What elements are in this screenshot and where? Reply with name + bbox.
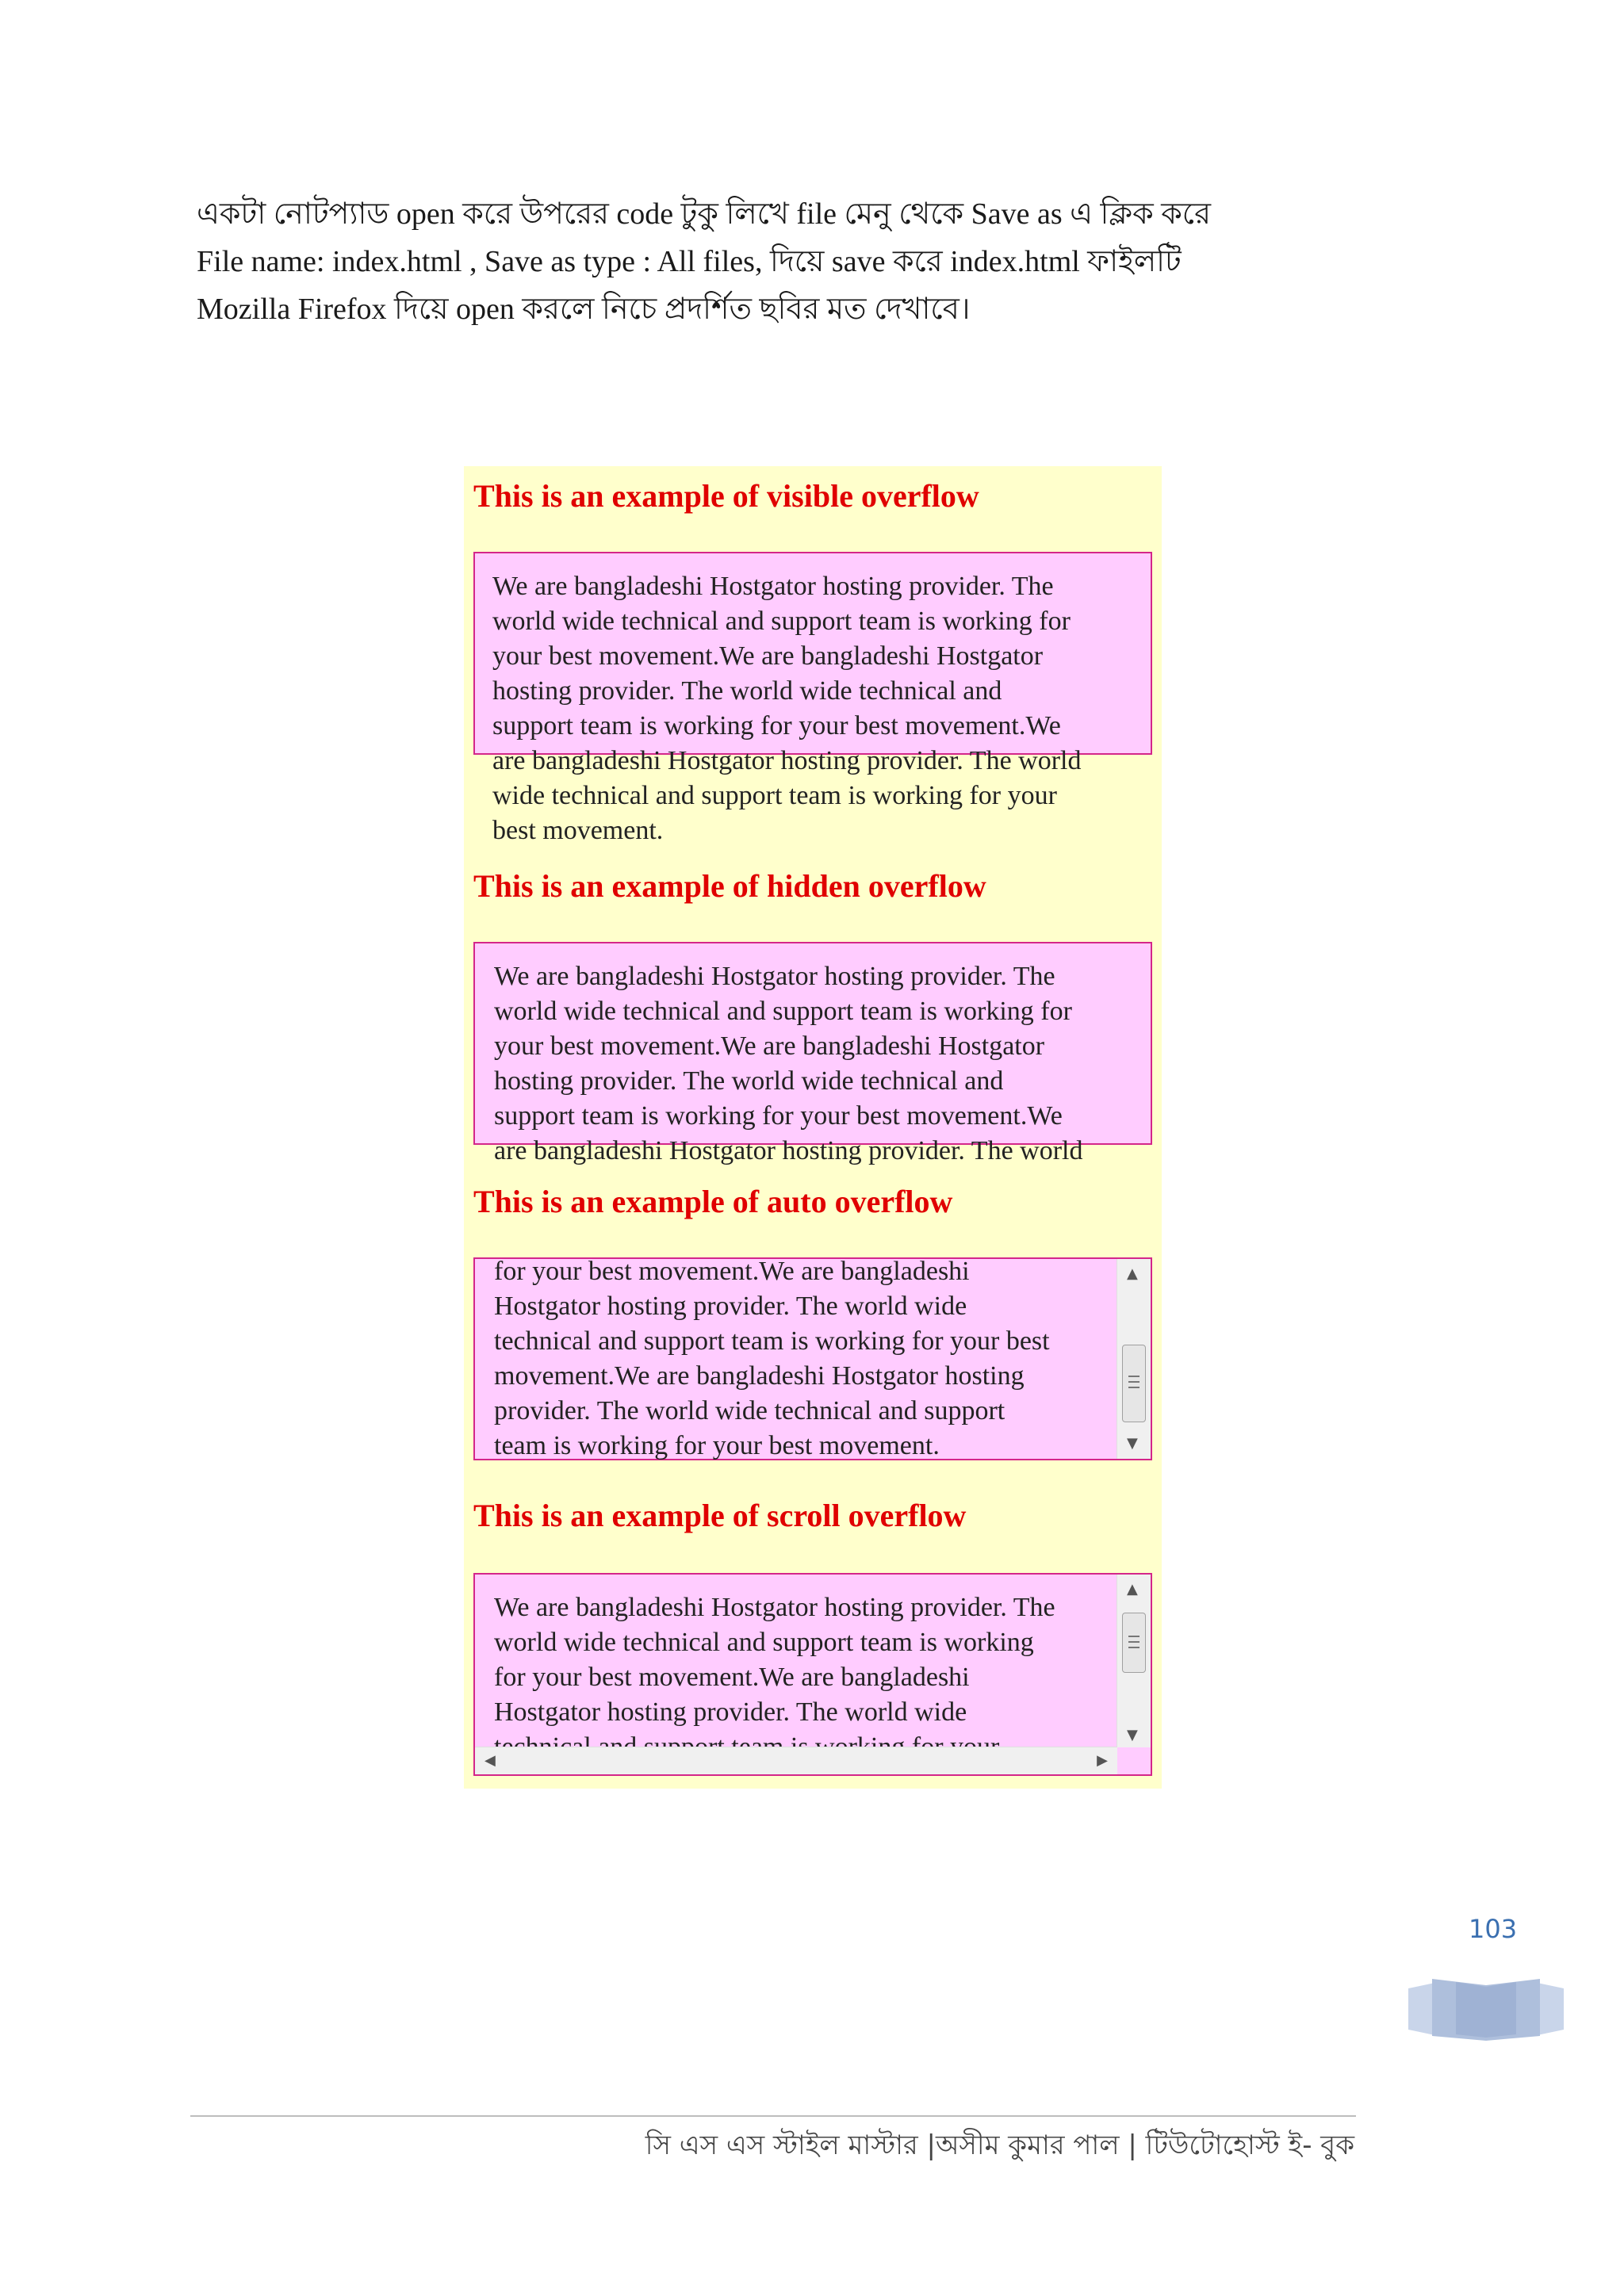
text-line: technical and support team is working for your best — [494, 1326, 1050, 1356]
auto-overflow-heading: This is an example of auto overflow — [473, 1184, 953, 1219]
text-line: support team is working for your best movement.We — [494, 1101, 1063, 1131]
scroll-left-arrow-icon[interactable]: ◀ — [485, 1752, 496, 1769]
text-line: hosting provider. The world wide technical and — [494, 1066, 1004, 1096]
scrollbar-thumb[interactable] — [1122, 1613, 1146, 1673]
auto-overflow-text — [494, 1254, 1097, 1464]
hidden-overflow-box — [473, 942, 1152, 1165]
scroll-up-arrow-icon[interactable]: ▲ — [1127, 1265, 1138, 1282]
intro-line-2: File name: index.html , Save as type : All files, দিয়ে save করে index.html ফাইলটি — [197, 245, 1182, 278]
visible-overflow-text — [492, 569, 1143, 848]
text-line: wide technical and support team is working for your — [492, 781, 1057, 810]
text-line: We are bangladeshi Hostgator hosting provider. The — [492, 572, 1054, 601]
scroll-down-arrow-icon[interactable]: ▼ — [1127, 1435, 1138, 1452]
text-line: Hostgator hosting provider. The world wide — [494, 1292, 967, 1321]
scroll-overflow-text — [494, 1590, 1097, 1765]
hidden-overflow-text — [494, 959, 1113, 1169]
text-line: are bangladeshi Hostgator hosting provider. The world — [492, 746, 1082, 775]
text-line: world wide technical and support team is working for — [492, 607, 1071, 636]
text-line: for your best movement.We are bangladeshi — [494, 1257, 970, 1286]
page-ribbon-icon — [1408, 1977, 1564, 2041]
text-line: provider. The world wide technical and support — [494, 1396, 1005, 1425]
text-line: We are bangladeshi Hostgator hosting provider. The — [494, 1593, 1055, 1622]
scroll-overflow-box[interactable] — [473, 1573, 1152, 1776]
visible-overflow-heading: This is an example of visible overflow — [473, 478, 979, 514]
text-line: your best movement.We are bangladeshi Hostgator — [494, 1031, 1045, 1061]
intro-paragraph — [197, 190, 1351, 333]
vertical-scrollbar[interactable] — [1116, 1259, 1151, 1459]
text-line: your best movement.We are bangladeshi Hostgator — [492, 641, 1044, 671]
footer-divider — [190, 2115, 1356, 2117]
page-footer: সি এস এস স্টাইল মাস্টার |অসীম কুমার পাল | টিউটোহোস্ট ই- বুক — [645, 2130, 1354, 2161]
horizontal-scrollbar[interactable] — [475, 1747, 1117, 1774]
scroll-up-arrow-icon[interactable]: ▲ — [1127, 1581, 1138, 1598]
browser-render-screenshot — [464, 466, 1162, 1789]
text-line: support team is working for your best movement.We — [492, 711, 1061, 740]
vertical-scrollbar[interactable] — [1116, 1575, 1151, 1747]
auto-overflow-box[interactable] — [473, 1257, 1152, 1460]
scroll-down-arrow-icon[interactable]: ▼ — [1127, 1727, 1138, 1743]
intro-line-3: Mozilla Firefox দিয়ে open করলে নিচে প্রদর্শিত ছবির মত দেখাবে। — [197, 293, 971, 326]
text-line: team is working for your best movement. — [494, 1431, 940, 1460]
text-line: Hostgator hosting provider. The world wide — [494, 1697, 967, 1727]
text-line: for your best movement.We are bangladeshi — [494, 1663, 970, 1692]
text-line: We are bangladeshi Hostgator hosting provider. The — [494, 962, 1055, 991]
hidden-overflow-heading: This is an example of hidden overflow — [473, 868, 986, 904]
intro-line-1: একটা নোটপ্যাড open করে উপরের code টুকু লিখে file মেনু থেকে Save as এ ক্লিক করে — [197, 197, 1211, 231]
text-line: are bangladeshi Hostgator hosting provider. The world — [494, 1136, 1083, 1165]
text-line: world wide technical and support team is working — [494, 1628, 1034, 1657]
text-line: hosting provider. The world wide technical and — [492, 676, 1002, 706]
page-number: 103 — [1469, 1914, 1518, 1944]
text-line: world wide technical and support team is working for — [494, 997, 1072, 1026]
scroll-right-arrow-icon[interactable]: ▶ — [1097, 1752, 1108, 1769]
text-line: movement.We are bangladeshi Hostgator hosting — [494, 1361, 1025, 1391]
text-line: best movement. — [492, 816, 664, 845]
scrollbar-thumb[interactable] — [1122, 1345, 1146, 1422]
scroll-overflow-heading: This is an example of scroll overflow — [473, 1498, 967, 1533]
